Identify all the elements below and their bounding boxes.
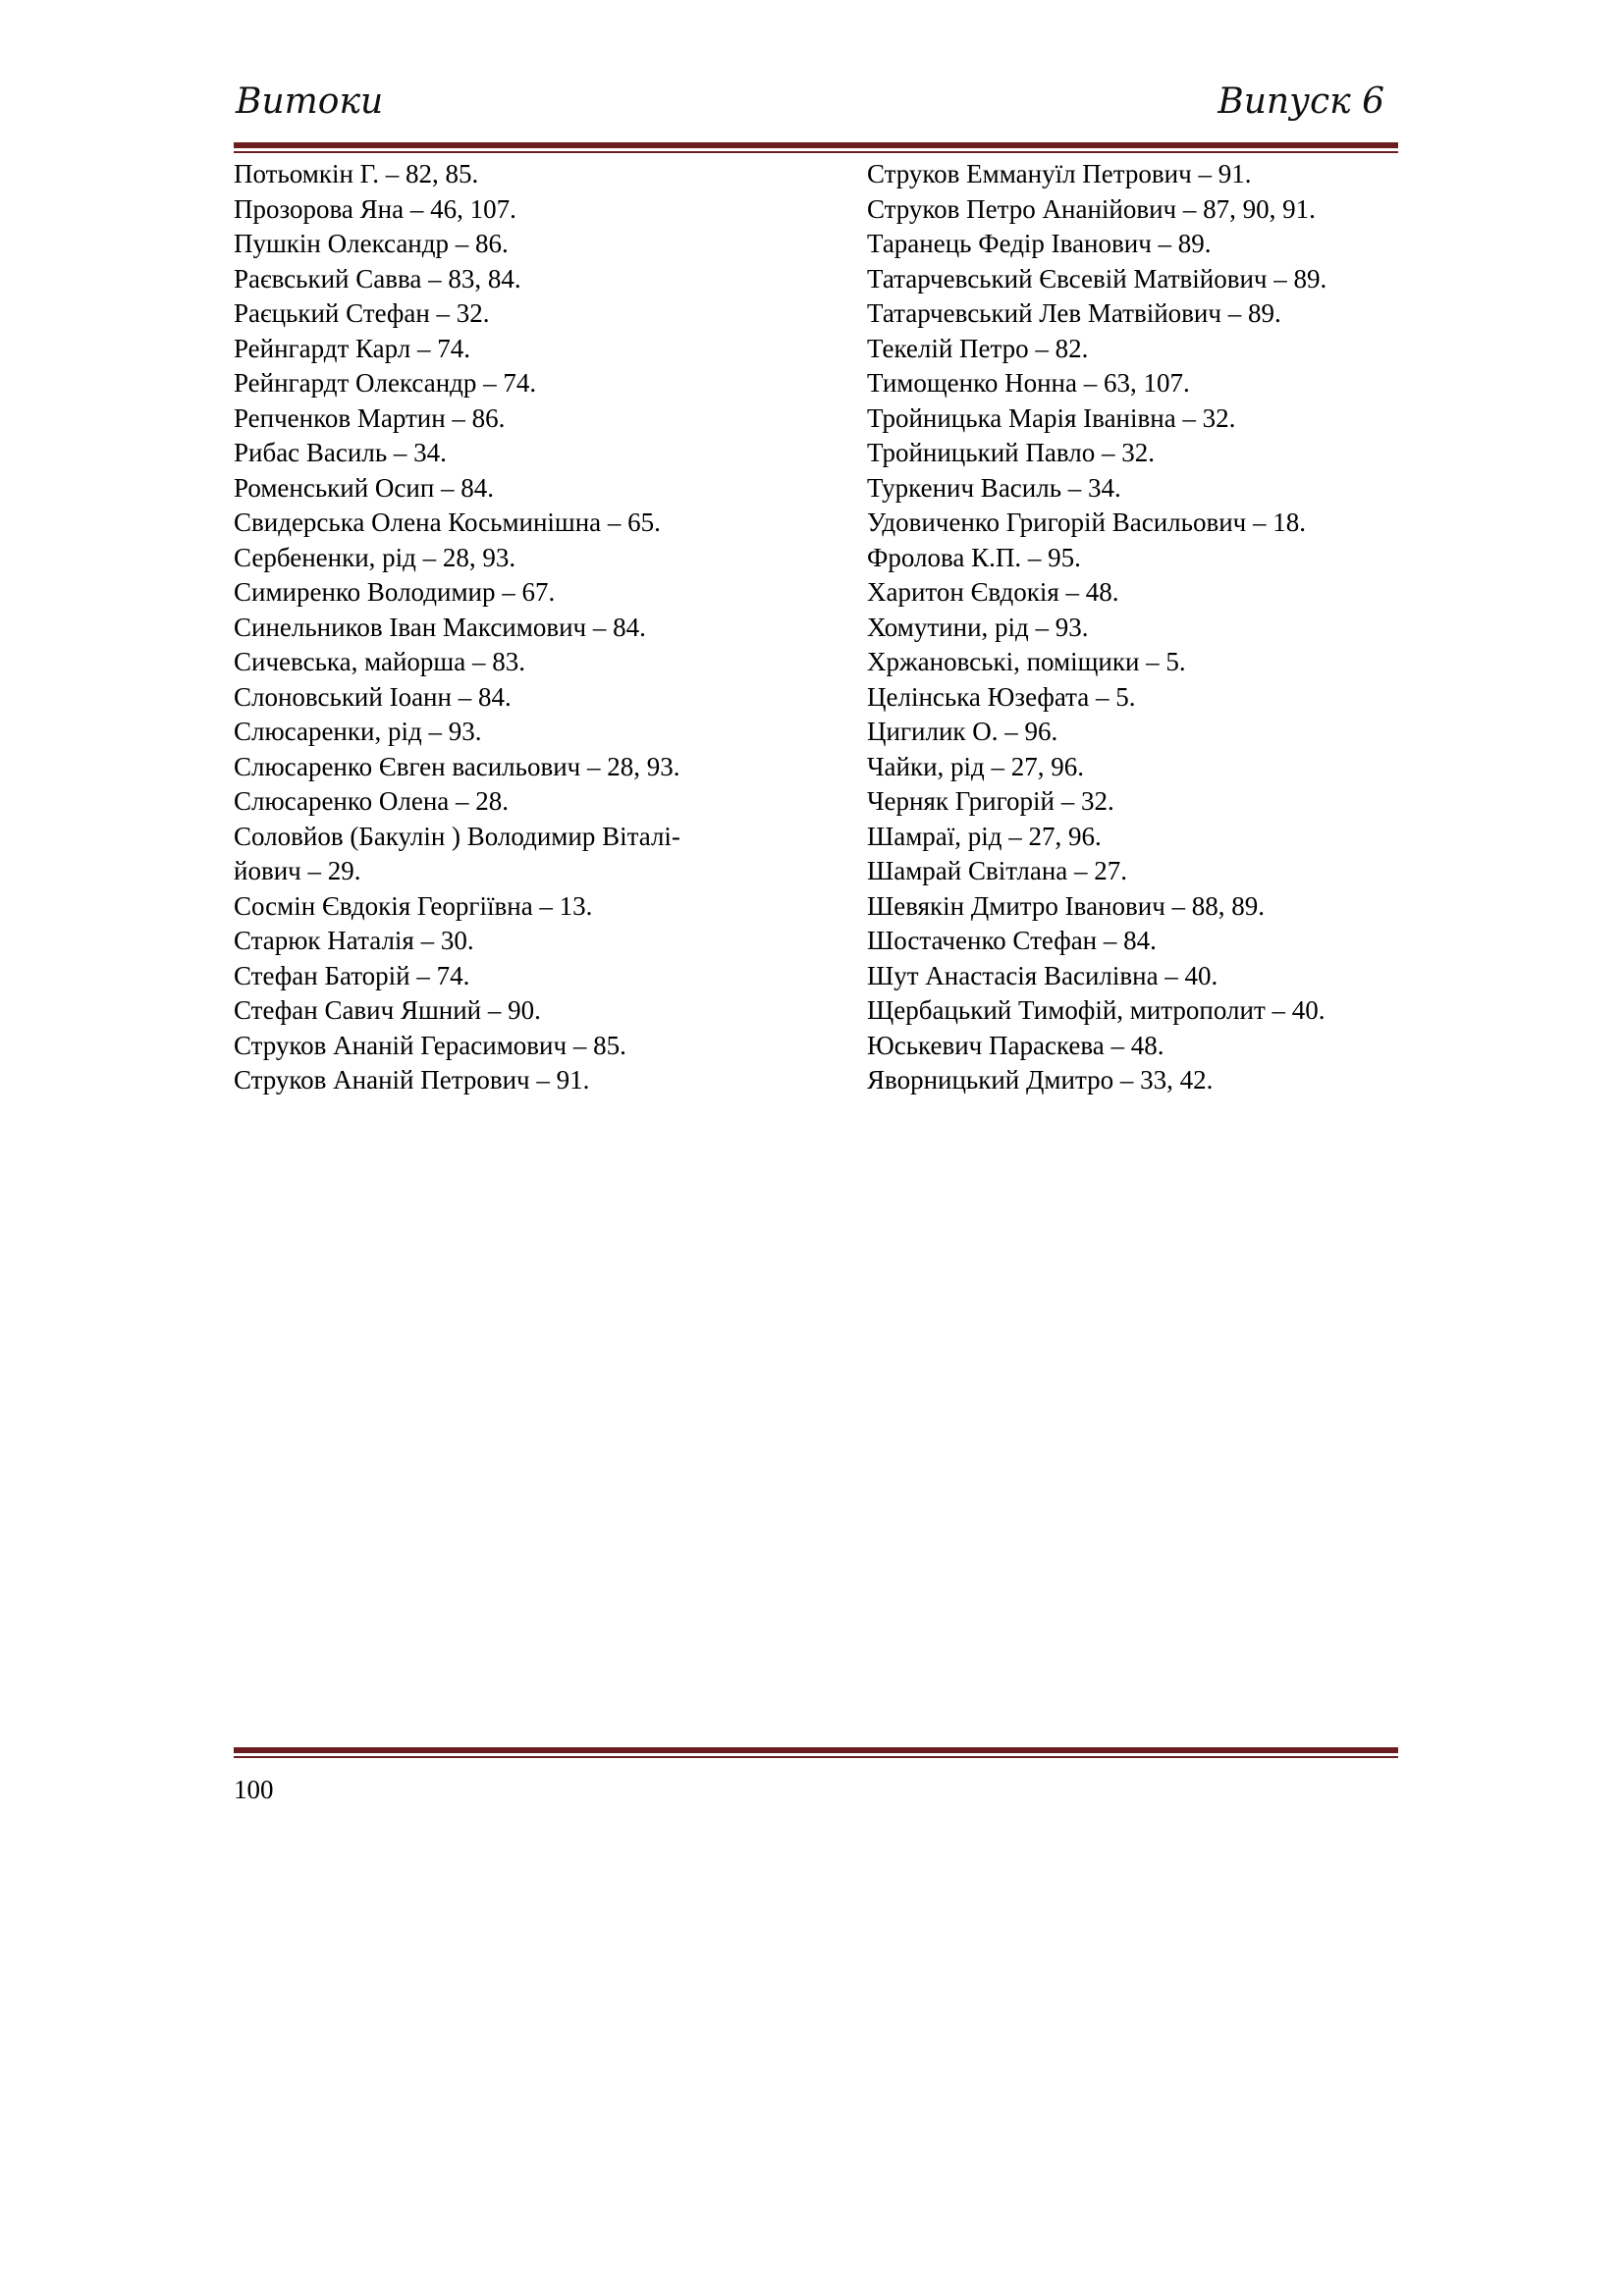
index-entry: Раєцький Стефан – 32. [234,298,490,328]
index-entry: Яворницький Дмитро – 33, 42. [867,1065,1214,1095]
index-entry: Свидерська Олена Косьминішна – 65. [234,507,661,537]
index-entry: Тройницька Марія Іванівна – 32. [867,402,1236,433]
index-entry: Татарчевський Лев Матвійович – 89. [867,298,1281,328]
index-column-right [867,157,1397,1098]
index-entry: Роменський Осип – 84. [234,472,495,503]
index-entry: Юськевич Параскева – 48. [867,1030,1164,1060]
running-header [234,75,1384,130]
index-entry: Синельников Іван Максимович – 84. [234,612,646,642]
header-rule [234,142,1398,153]
index-entry: Струков Петро Ананійович – 87, 90, 91. [867,193,1316,224]
index-entry: Хржановські, поміщики – 5. [867,647,1186,676]
index-entry: Шостаченко Стефан – 84. [867,926,1157,955]
index-entry: Тимощенко Нонна – 63, 107. [867,368,1190,398]
index-entry: Шут Анастасія Василівна – 40. [867,960,1218,990]
index-entry: Тройницький Павло – 32. [867,438,1155,467]
index-entry: Шамраї, рід – 27, 96. [867,821,1102,851]
index-entry: Слюсаренки, рід – 93. [234,717,482,746]
index-entry: Хомутини, рід – 93. [867,612,1089,642]
index-entry: Струков Ананій Петрович – 91. [234,1065,590,1095]
index-entry: Текелій Петро – 82. [867,333,1089,363]
index-entry: Рейнгардт Карл – 74. [234,333,471,363]
index-entry: Слоновський Іоанн – 84. [234,681,512,712]
issue-label: Випуск 6 [1218,81,1384,122]
index-entry: Слюсаренко Євген васильович – 28, 93. [234,751,680,781]
index-entry: Стефан Баторій – 74. [234,960,470,990]
index-entry: Цигилик О. – 96. [867,717,1058,746]
index-entry: Слюсаренко Олена – 28. [234,786,510,816]
page-number: 100 [234,1775,274,1804]
index-entry: Сербененки, рід – 28, 93. [234,542,516,572]
index-entry: Фролова К.П. – 95. [867,542,1081,572]
index-entry: Таранець Федір Іванович – 89. [867,229,1212,258]
index-entry: Шевякін Дмитро Іванович – 88, 89. [867,890,1266,921]
index-entry: Татарчевський Євсевій Матвійович – 89. [867,263,1327,294]
index-column-left [234,157,754,1098]
index-entry: Рейнгардт Олександр – 74. [234,368,537,398]
index-entry: Черняк Григорій – 32. [867,786,1114,816]
index-entry: Старюк Наталія – 30. [234,926,474,955]
index-entry: Стефан Савич Яшний – 90. [234,995,541,1025]
index-entry: Симиренко Володимир – 67. [234,577,556,607]
index-entry: Репченков Мартин – 86. [234,402,506,433]
index-entry: Харитон Євдокія – 48. [867,577,1119,607]
index-entry: Прозорова Яна – 46, 107. [234,193,516,224]
journal-title: Витоки [236,81,384,122]
index-entry: Струков Ананій Герасимович – 85. [234,1030,626,1060]
index-entry: Удовиченко Григорій Васильович – 18. [867,507,1306,537]
index-entry: Потьомкін Г. – 82, 85. [234,159,479,188]
index-entry: Шамрай Світлана – 27. [867,856,1128,885]
index-entry: Целінська Юзефата – 5. [867,681,1136,712]
index-entry: Пушкін Олександр – 86. [234,229,509,258]
index-entry: Чайки, рід – 27, 96. [867,751,1085,781]
index-entry: Соловйов (Бакулін ) Володимир Віталі- йович – 29. [234,821,680,885]
index-entry: Сичевська, майорша – 83. [234,647,525,676]
index-entry: Раєвський Савва – 83, 84. [234,263,521,294]
index-entry: Сосмін Євдокія Георгіївна – 13. [234,890,593,921]
index-entry: Щербацький Тимофій, митрополит – 40. [867,995,1326,1025]
index-entry: Рибас Василь – 34. [234,438,447,467]
index-entry: Туркенич Василь – 34. [867,472,1121,503]
footer-rule [234,1747,1398,1758]
index-entry: Струков Еммануїл Петрович – 91. [867,159,1252,188]
